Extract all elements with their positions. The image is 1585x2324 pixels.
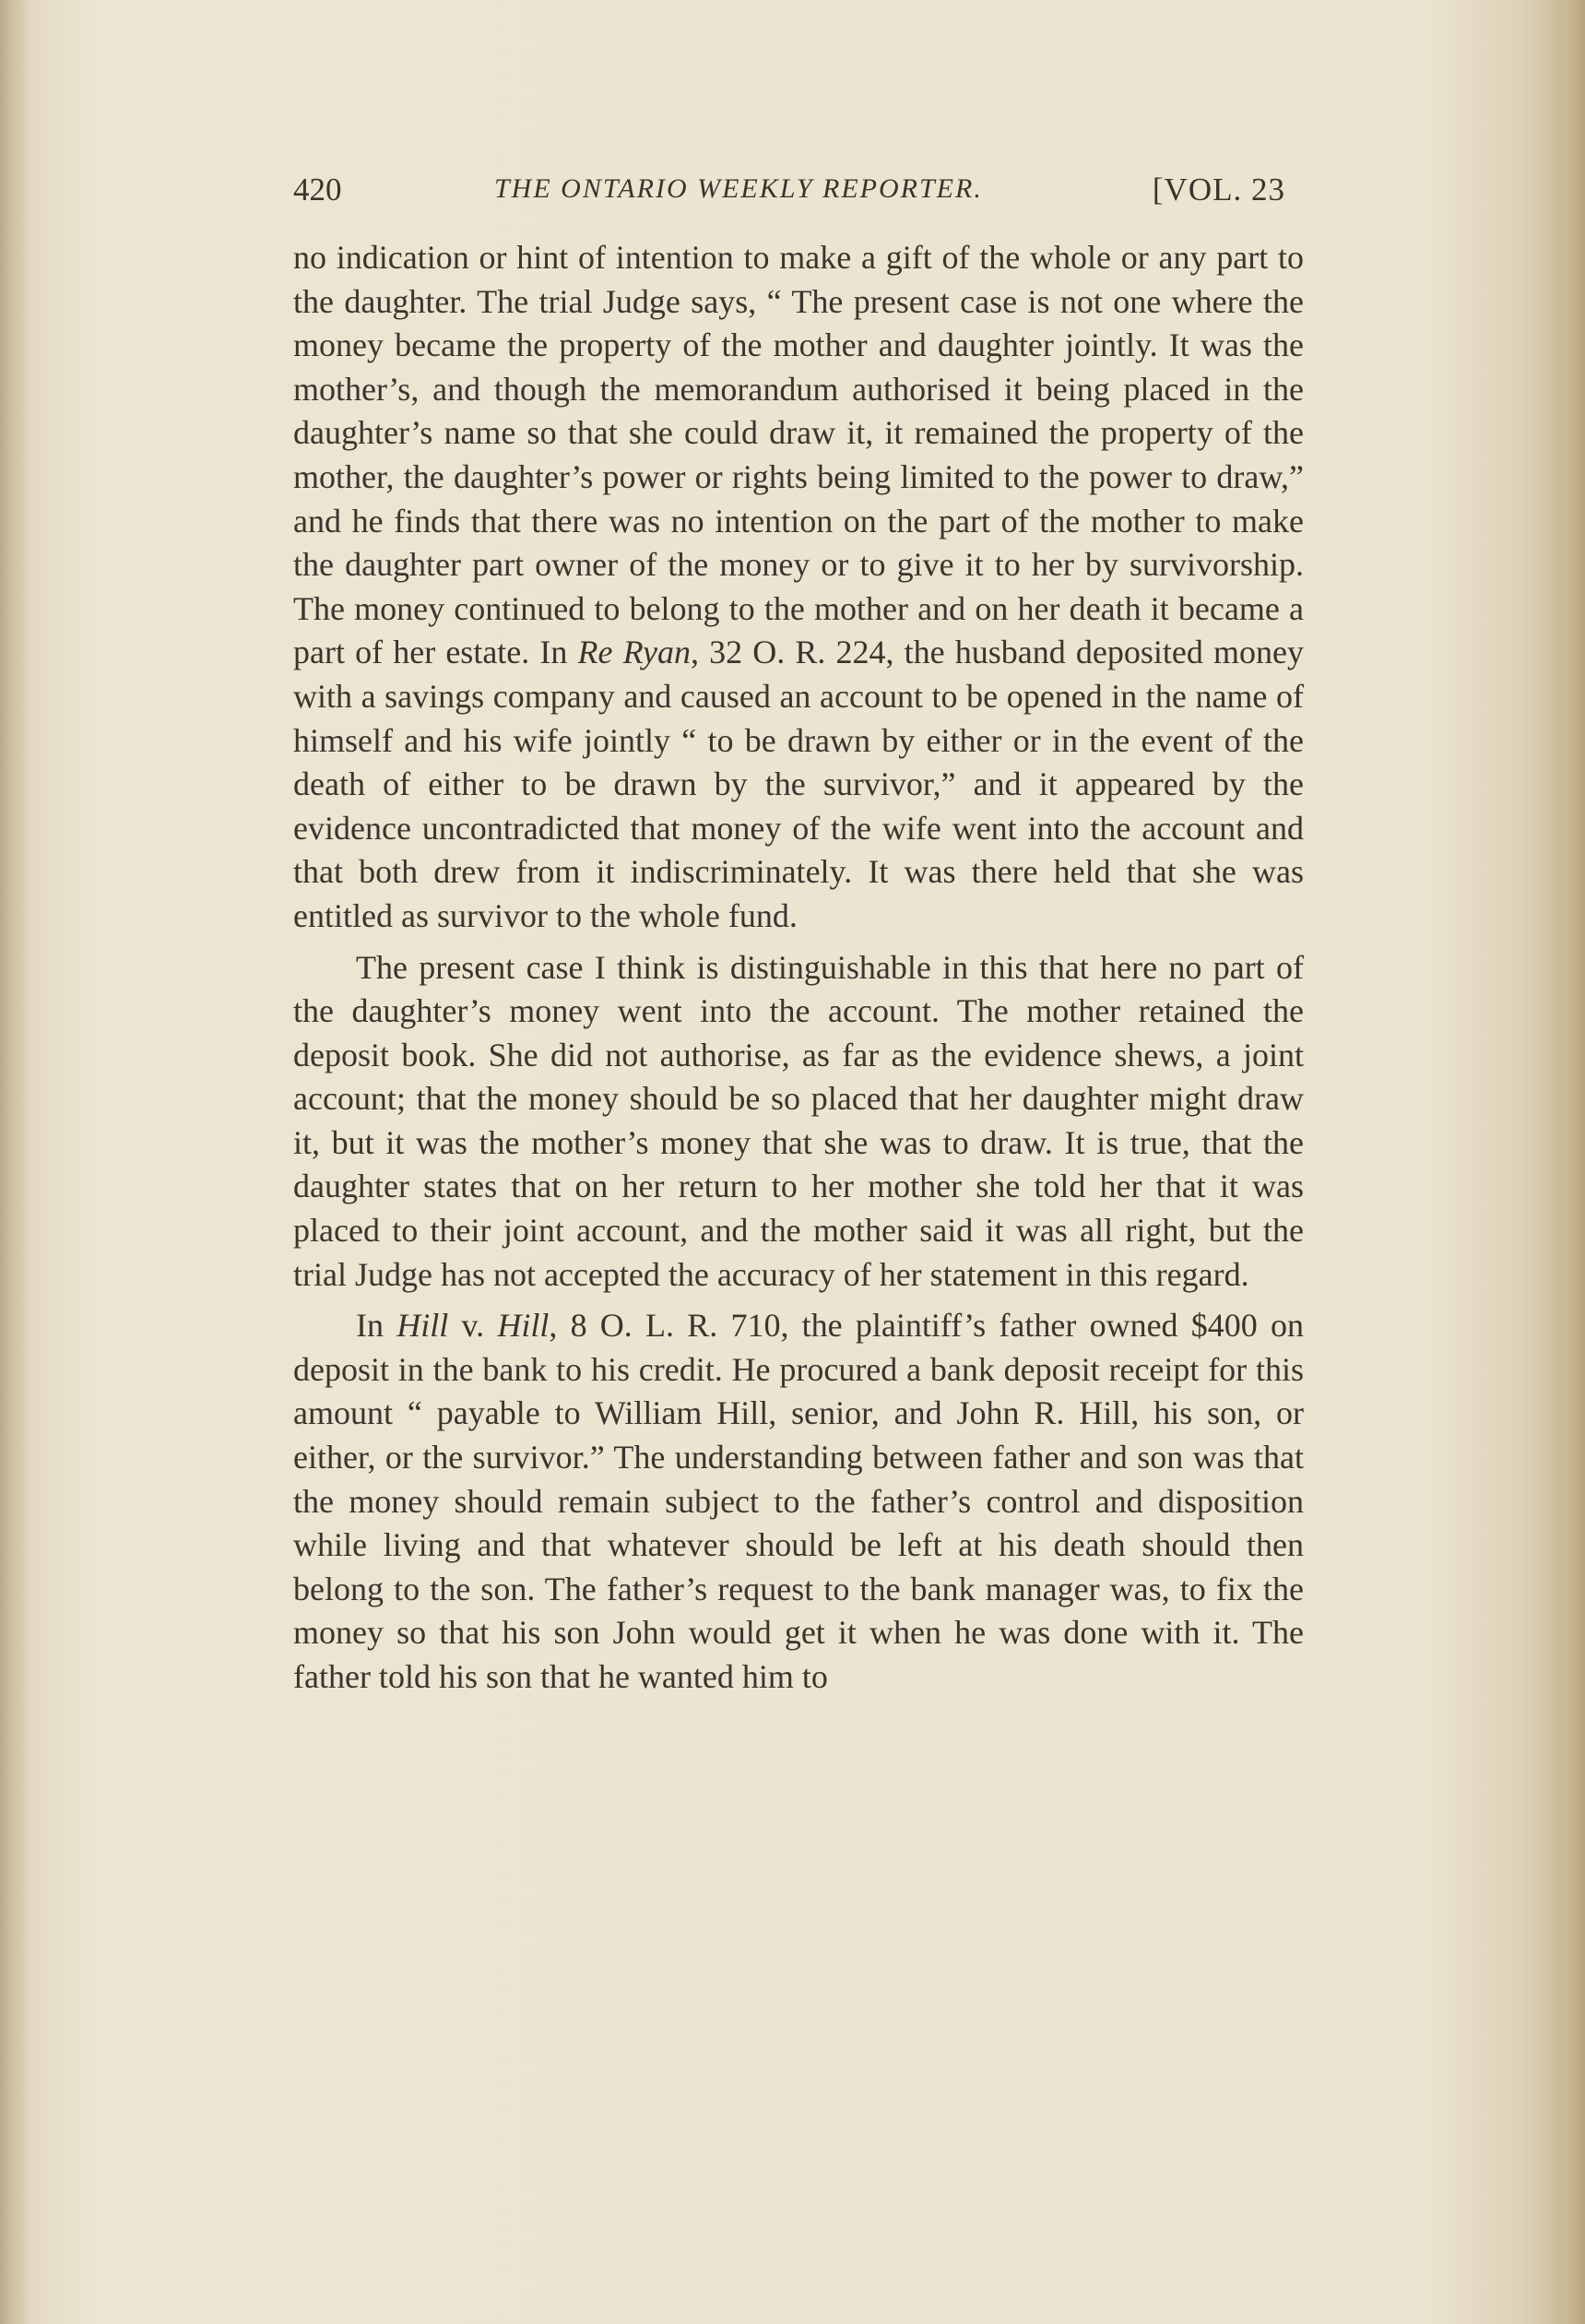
body-text <box>293 236 1304 1700</box>
case-versus: v. <box>448 1307 498 1345</box>
paragraph-2: The present case I think is distinguishable in this that here no part of the daughter’s money went into the account. The mother retained the deposit book. She did not authorise, as far as the evidence shews, a joint account; that the money should be so placed that her daughter might draw it, but it was the mother’s money that she was to draw. It is true, that the daughter states that on her return to her mother she told her that it was placed to their joint account, and the mother said it was all right, but the trial Judge has not accepted the accuracy of her statement in this regard. <box>293 948 1304 1293</box>
paragraph-3-text-start: In <box>356 1307 397 1345</box>
page-number: 420 <box>293 172 342 208</box>
paragraph-1-text-end: , 32 O. R. 224, the husband deposited money with a savings company and caused an account to be opened in the name of himself and his wife jointly “ to be drawn by either or in the event of the death of either to be drawn by the survivor,” and it appeared by the evidence uncontradicted that money of the wife went into the account and that both drew from it indiscriminately. It was there held that she was entitled as survivor to the whole fund. <box>293 634 1304 934</box>
journal-title: THE ONTARIO WEEKLY REPORTER. <box>494 173 983 204</box>
case-name-re-ryan: Re Ryan <box>577 634 691 671</box>
running-head <box>293 168 1285 208</box>
binding-edge <box>0 0 28 2324</box>
paragraph-1-text-start: no indication or hint of intention to make a gift of the whole or any part to the daughter. The trial Judge says, “ The present case is not one where the money became the property of the mother and daughter jointly. It was the mother’s, and though the memorandum authorised it being placed in the daughter’s name so that she could draw it, it remained the property of the mother, the daughter’s power or rights being limited to the power to draw,” and he finds that there was no intention on the part of the mother to make the daughter part owner of the money or to give it to her by survivorship. The money continued to belong to the mother and on her death it became a part of her estate. In <box>293 239 1304 671</box>
volume-label: [VOL. 23 <box>1152 172 1285 208</box>
paragraph-3 <box>293 1304 1304 1699</box>
paragraph-3-text-end: , 8 O. L. R. 710, the plaintiff’s father owned $400 on deposit in the bank to his credit. He procured a bank deposit receipt for this amount “ payable to William Hill, senior, and John R. Hill, his son, or either, or the survivor.” The understanding between father and son was that the money should remain subject to the father’s control and disposition while living and that whatever should be left at his death should then belong to the son. The father’s request to the bank manager was, to fix the money so that his son John would get it when he was done with it. The father told his son that he wanted him to <box>293 1307 1304 1695</box>
case-name-hill-1: Hill <box>396 1307 449 1345</box>
paragraph-1 <box>293 236 1304 939</box>
page-edge-shadow <box>1543 0 1585 2324</box>
case-name-hill-2: Hill <box>497 1307 550 1345</box>
